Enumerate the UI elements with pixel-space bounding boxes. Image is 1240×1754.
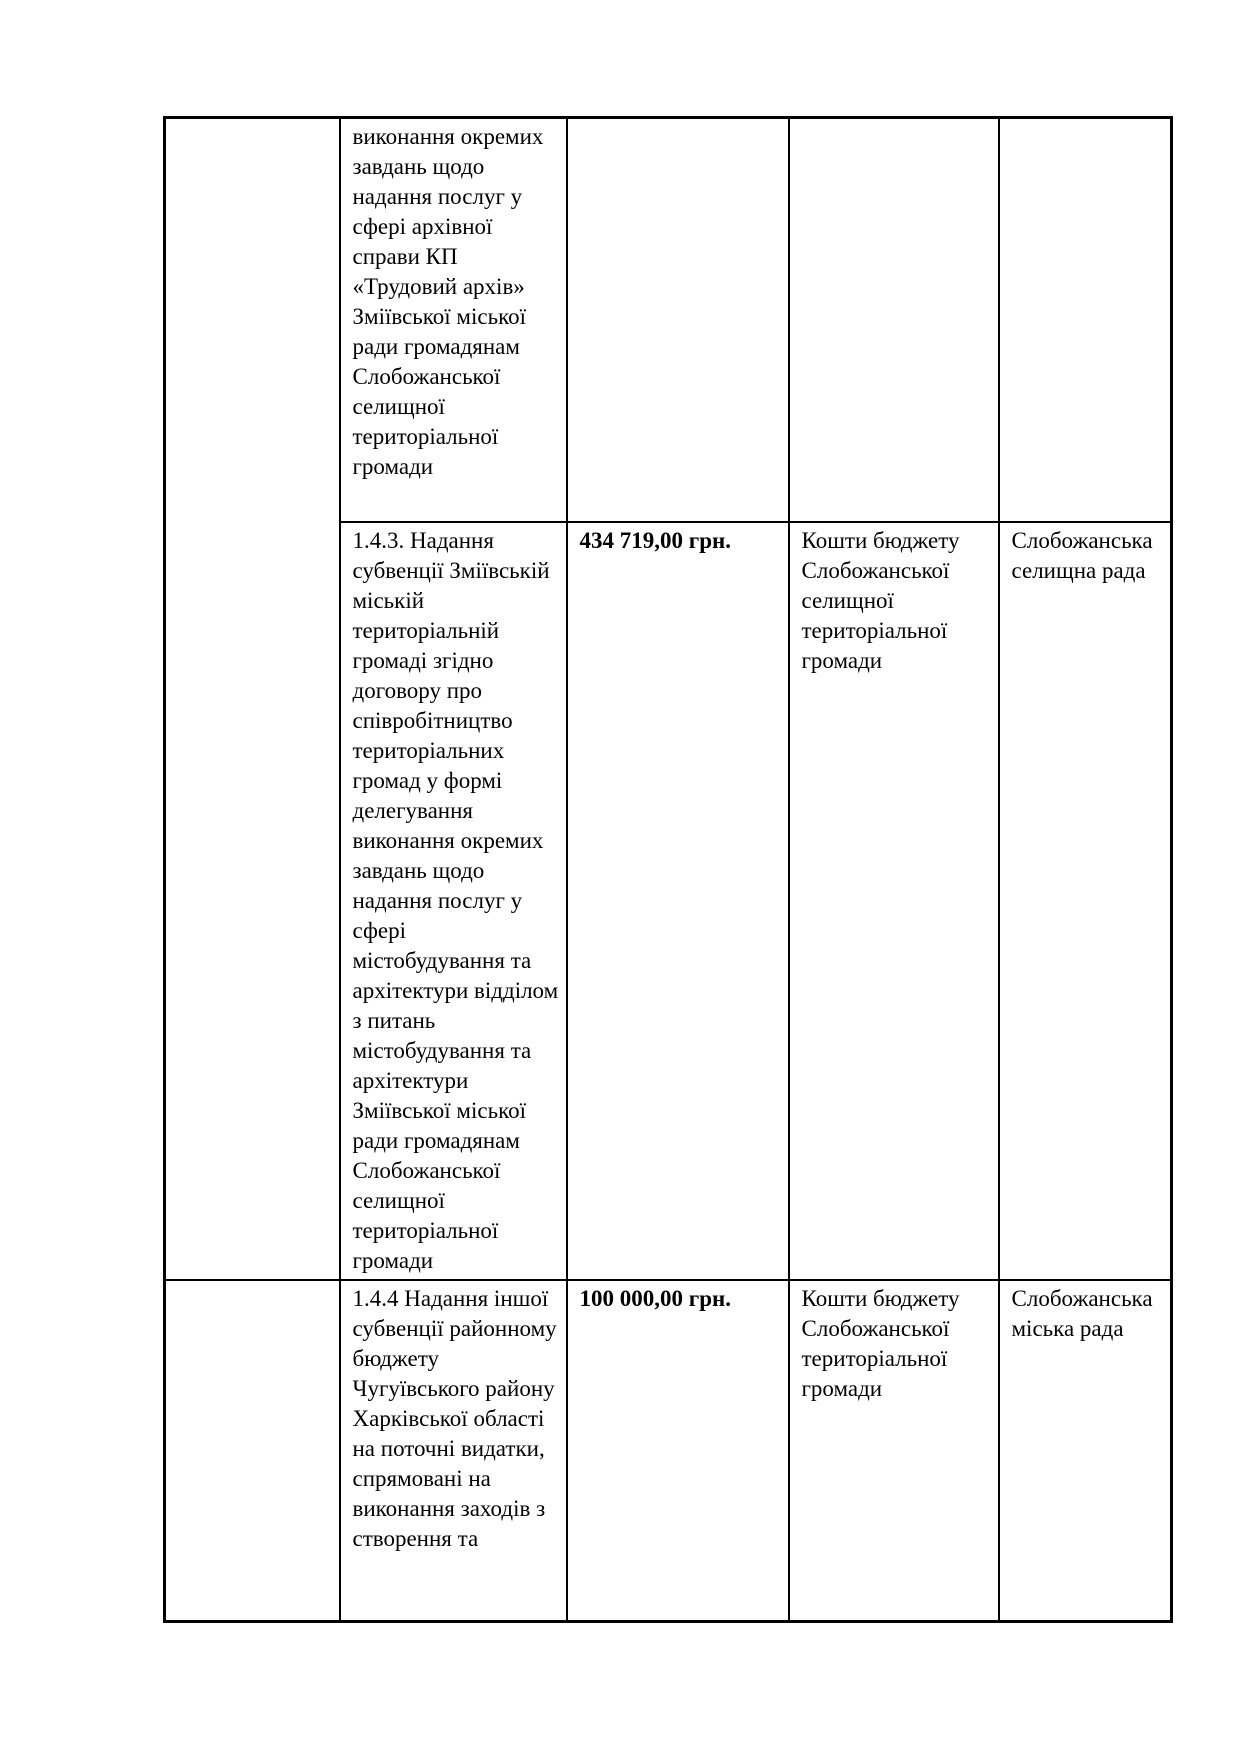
cell-row-number (165, 1280, 340, 1622)
cell-measure-description: 1.4.3. Надання субвенції Зміївській міській територіальній громаді згідно договору про співробітництво територіальних громад у формі делегування виконання окремих завдань щодо надання послуг у сфері містобудування та архітектури відділом з питань містобудування та архітектури Зміївської міської ради громадянам Слобожанської селищної територіальної громади (340, 522, 567, 1280)
cell-row-number-merged (165, 118, 340, 1280)
cell-measure-description: 1.4.4 Надання іншої субвенції районному бюджету Чугуївського району Харківської області на поточні видатки, спрямовані на виконання заходів з створення та (340, 1280, 567, 1622)
budget-measures-table (163, 116, 1173, 1623)
cell-amount (567, 118, 789, 522)
cell-amount: 434 719,00 грн. (567, 522, 789, 1280)
cell-amount: 100 000,00 грн. (567, 1280, 789, 1622)
cell-funding-source: Кошти бюджету Слобожанської територіальної громади (789, 1280, 999, 1622)
cell-funding-source (789, 118, 999, 522)
cell-measure-description: виконання окремих завдань щодо надання послуг у сфері архівної справи КП «Трудовий архів» Зміївської міської ради громадянам Слобожанської селищної територіальної громади (340, 118, 567, 522)
cell-responsible-body (999, 118, 1172, 522)
cell-responsible-body: Слобожанська міська рада (999, 1280, 1172, 1622)
cell-funding-source: Кошти бюджету Слобожанської селищної територіальної громади (789, 522, 999, 1280)
cell-responsible-body: Слобожанська селищна рада (999, 522, 1172, 1280)
table-row-measure-144 (165, 1280, 1172, 1622)
table-row-measure-142-continuation (165, 118, 1172, 522)
